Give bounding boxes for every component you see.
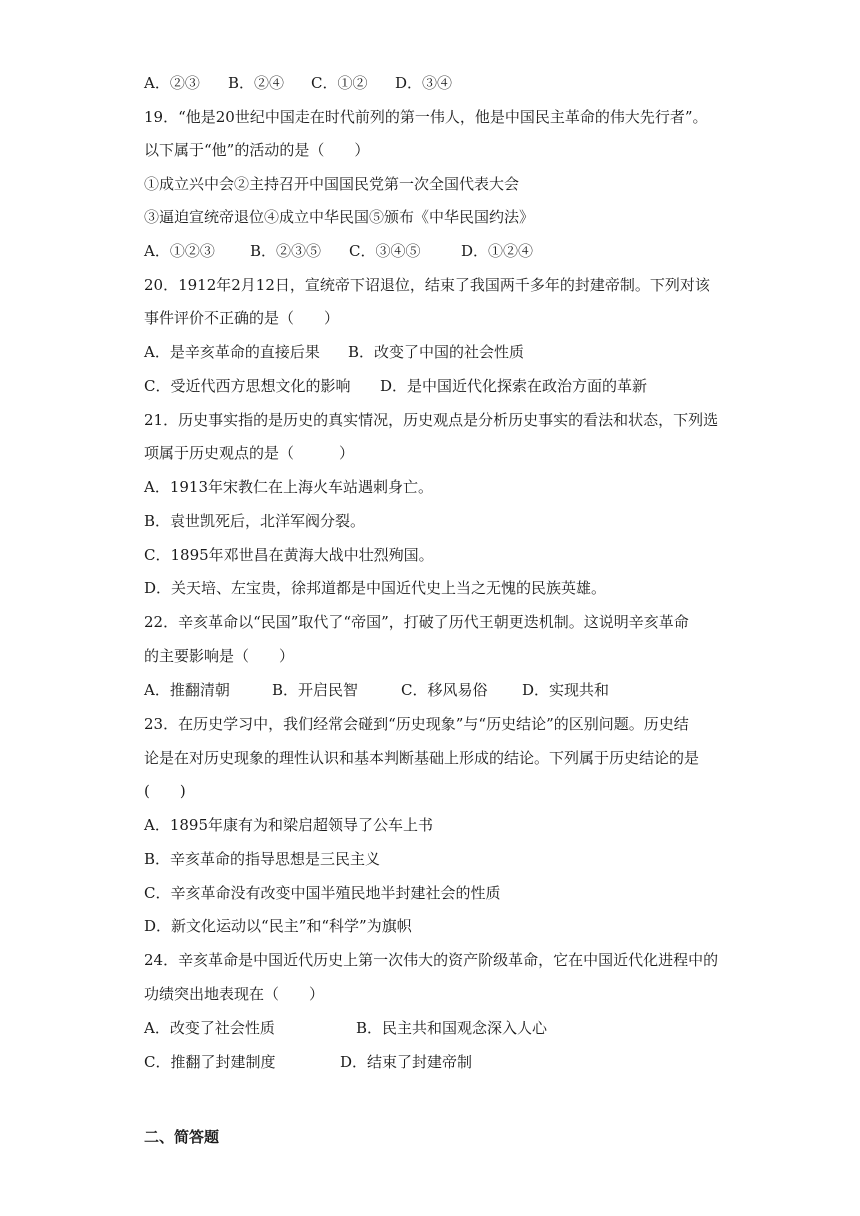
q24-option-a: A．改变了社会性质 — [144, 1019, 275, 1037]
q23-option-d: D．新文化运动以“民主”和“科学”为旗帜 — [144, 917, 412, 935]
q24-option-d: D．结束了封建帝制 — [340, 1053, 473, 1071]
q23-option-b: B．辛亥革命的指导思想是三民主义 — [144, 850, 381, 868]
q21-stem-line1: 21．历史事实指的是历史的真实情况，历史观点是分析历史事实的看法和状态，下列选 — [144, 411, 719, 429]
q23-option-a: A．1895年康有为和梁启超领导了公车上书 — [144, 816, 434, 834]
q19-stem-line2: 以下属于“他”的活动的是（ ） — [144, 141, 370, 159]
q22-stem-line2: 的主要影响是（ ） — [144, 647, 295, 665]
q20-option-b: B．改变了中国的社会性质 — [348, 343, 525, 361]
q23-stem-line1: 23．在历史学习中，我们经常会碰到“历史现象”与“历史结论”的区别问题。历史结 — [144, 715, 689, 733]
q22-option-c: C．移风易俗 — [401, 681, 488, 699]
q22-option-b: B．开启民智 — [272, 681, 359, 699]
q18-option-b: B．②④ — [228, 74, 285, 92]
q19-items-line1: ①成立兴中会②主持召开中国国民党第一次全国代表大会 — [144, 175, 520, 193]
q24-option-c: C．推翻了封建制度 — [144, 1053, 276, 1071]
q22-stem-line1: 22．辛亥革命以“民国”取代了“帝国”，打破了历代王朝更迭机制。这说明辛亥革命 — [144, 613, 689, 631]
q18-option-c: C．①② — [311, 74, 368, 92]
q22-option-a: A．推翻清朝 — [144, 681, 230, 699]
q23-stem-line2: 论是在对历史现象的理性认识和基本判断基础上形成的结论。下列属于历史结论的是 — [144, 749, 700, 767]
section-heading-short-answer: 二、简答题 — [144, 1128, 220, 1146]
q20-option-c: C．受近代西方思想文化的影响 — [144, 377, 351, 395]
q19-items-line2: ③逼迫宣统帝退位④成立中华民国⑤颁布《中华民国约法》 — [144, 208, 535, 226]
q24-option-b: B．民主共和国观念深入人心 — [356, 1019, 548, 1037]
q18-option-a: A．②③ — [144, 74, 200, 92]
q18-option-d: D．③④ — [395, 74, 453, 92]
q23-option-c: C．辛亥革命没有改变中国半殖民地半封建社会的性质 — [144, 884, 501, 902]
q21-option-b: B．袁世凯死后，北洋军阀分裂。 — [144, 512, 366, 530]
q21-stem-line2: 项属于历史观点的是（ ） — [144, 444, 355, 462]
q20-stem-line1: 20．1912年2月12日，宣统帝下诏退位，结束了我国两千多年的封建帝制。下列对该 — [144, 276, 710, 294]
q21-option-d: D．关天培、左宝贵，徐邦道都是中国近代史上当之无愧的民族英雄。 — [144, 579, 607, 597]
q19-option-d: D．①②④ — [461, 242, 534, 260]
q23-stem-line3: ( ) — [144, 782, 186, 800]
q19-stem-line1: 19．“他是20世纪中国走在时代前列的第一伟人，他是中国民主革命的伟大先行者”。 — [144, 108, 708, 126]
q19-option-a: A．①②③ — [144, 242, 215, 260]
q19-option-c: C．③④⑤ — [349, 242, 421, 260]
q24-stem-line1: 24．辛亥革命是中国近代历史上第一次伟大的资产阶级革命，它在中国近代化进程中的 — [144, 951, 719, 969]
q20-stem-line2: 事件评价不正确的是（ ） — [144, 309, 340, 327]
q21-option-c: C．1895年邓世昌在黄海大战中壮烈殉国。 — [144, 546, 434, 564]
q20-option-a: A．是辛亥革命的直接后果 — [144, 343, 320, 361]
q20-option-d: D．是中国近代化探索在政治方面的革新 — [380, 377, 648, 395]
q24-stem-line2: 功绩突出地表现在（ ） — [144, 985, 325, 1003]
q19-option-b: B．②③⑤ — [250, 242, 322, 260]
q21-option-a: A．1913年宋教仁在上海火车站遇刺身亡。 — [144, 478, 434, 496]
q22-option-d: D．实现共和 — [522, 681, 610, 699]
